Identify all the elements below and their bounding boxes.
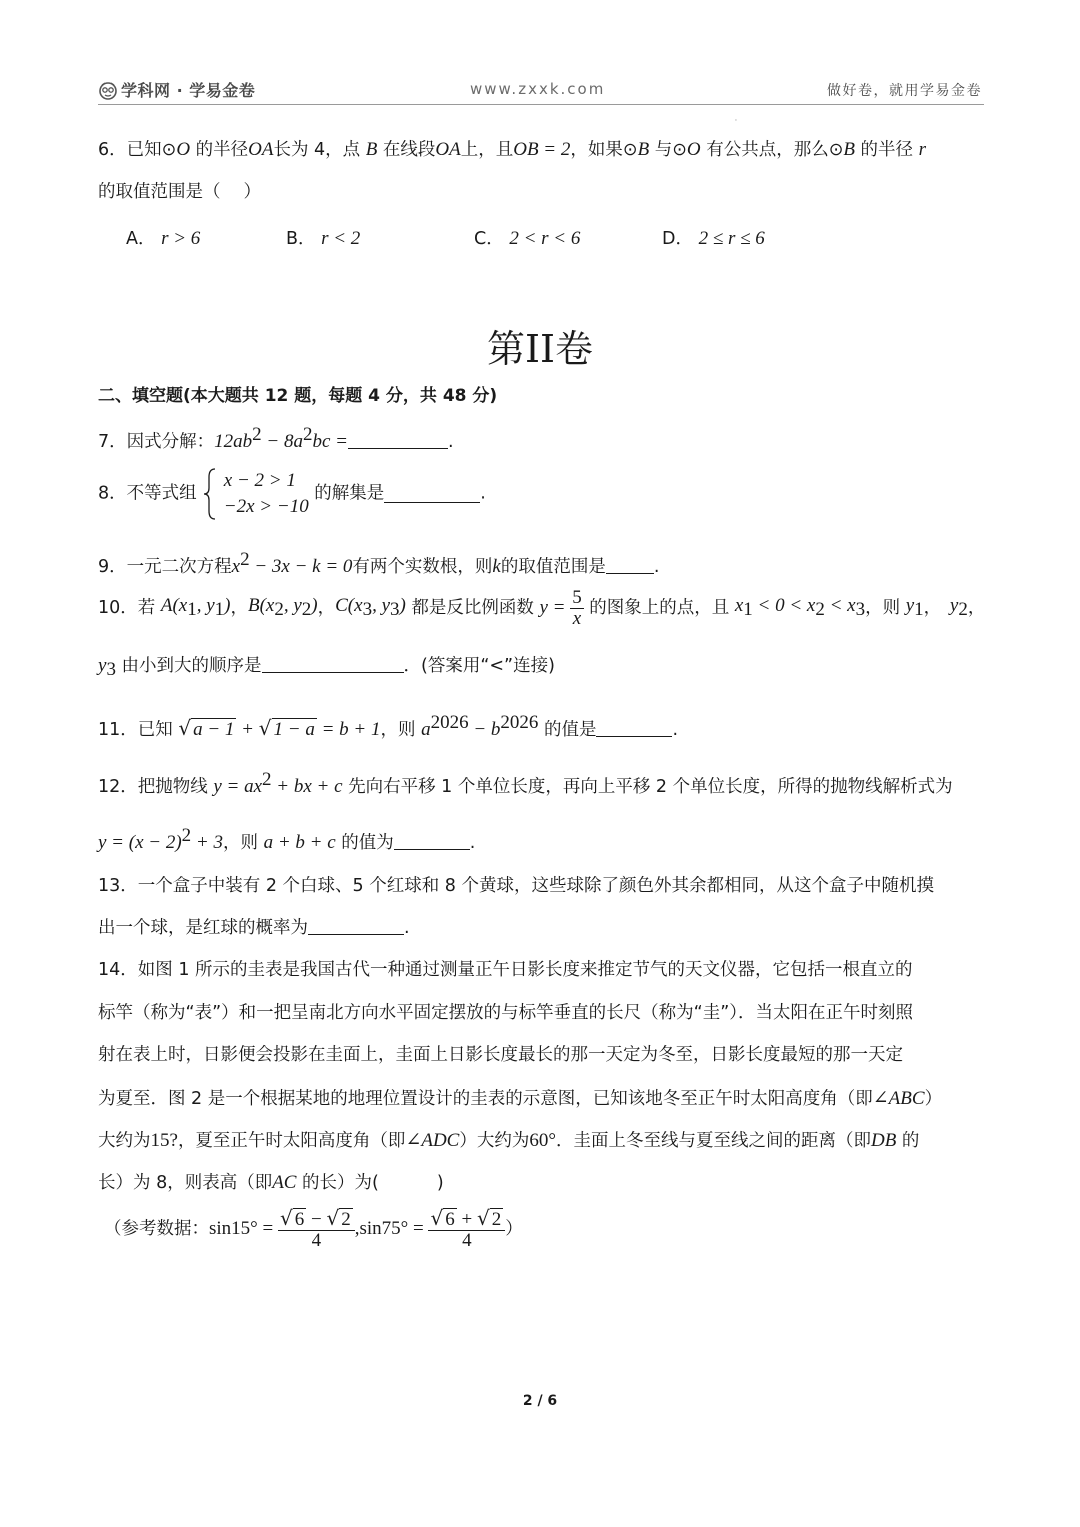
q7: 7．因式分解：$12ab^2 - 8a^2bc$ = . <box>98 424 454 452</box>
q12-line1: 12．把抛物线 $y = ax^2$ + bx + c 先向右平移 1 个单位长度，再向上平移 2 个单位长度，所得的抛物线解析式为 <box>98 769 953 797</box>
page-header <box>98 78 984 105</box>
q11: 11．已知 √ a − 1 + √ 1 − a = b + 1，则 $a^{2026} - b^{2026}$ 的值是 . <box>98 712 679 740</box>
fraction-sin75: $\frac{√ 6 + √ 2}{4}$ <box>428 1208 505 1251</box>
page-number: 2 / 6 <box>522 1393 558 1409</box>
q6-option-a[interactable]: A． r > 6 <box>126 228 201 249</box>
volume-title: 第II卷 <box>486 327 594 371</box>
stray-mark: ' <box>735 118 737 126</box>
answer-blank[interactable] <box>384 486 480 503</box>
fraction-sin15: $\frac{√ 6 - √ 2}{4}$ <box>278 1208 355 1251</box>
q14-line5: 大约为15?，夏至正午时太阳高度角（即∠ADC）大约为60°．圭面上冬至线与夏至线之间的距离（即DB 的 <box>98 1130 920 1151</box>
logo <box>98 78 255 101</box>
answer-blank[interactable] <box>606 557 654 574</box>
answer-blank[interactable] <box>394 833 470 850</box>
header-slogan: 做好卷，就用学易金卷 <box>827 83 982 99</box>
answer-blank[interactable] <box>308 918 404 935</box>
q8: 8．不等式组 x − 2 > 1 −2x > −10 的解集是 . <box>98 467 486 521</box>
sqrt: √ a − 1 <box>178 716 235 740</box>
q6-option-b[interactable]: B． r < 2 <box>286 228 361 249</box>
q10-line2: $y_3$ 由小到大的顺序是 ．(答案用“<”连接) <box>98 655 555 680</box>
q6-line1: 6．已知⊙O 的半径OA长为 4，点 B 在线段OA上，且OB = 2，如果⊙B 与⊙O 有公共点，那么⊙B 的半径 r <box>98 139 927 160</box>
owl-logo-icon <box>98 80 118 100</box>
q14-line2: 标竿（称为“表”）和一把呈南北方向水平固定摆放的与标竿垂直的长尺（称为“圭”）．当太阳在正午时刻照 <box>98 1003 914 1023</box>
q9: 9．一元二次方程$x^2 - 3x - k = 0$有两个实数根，则k的取值范围是 . <box>98 549 660 577</box>
sqrt: √ 1 − a <box>258 716 315 740</box>
q13-line1: 13．一个盒子中装有 2 个白球、5 个红球和 8 个黄球，这些球除了颜色外其余都相同，从这个盒子中随机摸 <box>98 876 934 896</box>
q12-line2: $y = (x - 2)^2 + 3$，则 a + b + c 的值为 . <box>98 825 476 853</box>
logo-text: 学科网 · 学易金卷 <box>121 81 256 100</box>
q13-line2: 出一个球，是红球的概率为 . <box>98 918 410 938</box>
answer-blank[interactable] <box>348 432 448 449</box>
answer-blank[interactable] <box>262 656 404 673</box>
section-title: 二、填空题(本大题共 12 题，每题 4 分，共 48 分) <box>98 386 498 406</box>
q6-option-c[interactable]: C． 2 < r < 6 <box>474 228 581 249</box>
answer-blank[interactable] <box>596 720 672 737</box>
q14-line3: 射在表上时，日影便会投影在圭面上，圭面上日影长度最长的那一天定为冬至，日影长度最短的那一天定 <box>98 1045 903 1065</box>
q14-line1: 14．如图 1 所示的圭表是我国古代一种通过测量正午日影长度来推定节气的天文仪器，它包括一根直立的 <box>98 960 913 980</box>
fraction: $\frac{5}{x}$ <box>572 587 582 629</box>
q10-line1: 10．若 $A(x_1$, $y_1$)，$B(x_2$, $y_2$)，$C(x_3$, $y_3$) 都是反比例函数 y = $\frac{5}{x}$ 的图象上的点，且 $x_1 < 0 < x_2 < x_3$，则 $y_1$， $y_2$， <box>98 587 986 629</box>
q14-line4: 为夏至．图 2 是一个根据某地的地理位置设计的圭表的示意图，已知该地冬至正午时太阳高度角（即∠ABC） <box>98 1088 943 1109</box>
q6-option-d[interactable]: D． 2 ≤ r ≤ 6 <box>662 228 765 249</box>
q14-reference: （参考数据：sin15° = $\frac{√ 6 - √ 2}{4}$ ,sin75° = $\frac{√ 6 + √ 2}{4}$ ） <box>104 1206 523 1251</box>
brace-icon <box>202 467 218 521</box>
site-url[interactable]: www.zxxk.com <box>470 80 606 98</box>
q6-line2: 的取值范围是（ ） <box>98 182 262 202</box>
q14-line6: 长）为 8，则表高（即AC 的长）为( ) <box>98 1172 444 1193</box>
